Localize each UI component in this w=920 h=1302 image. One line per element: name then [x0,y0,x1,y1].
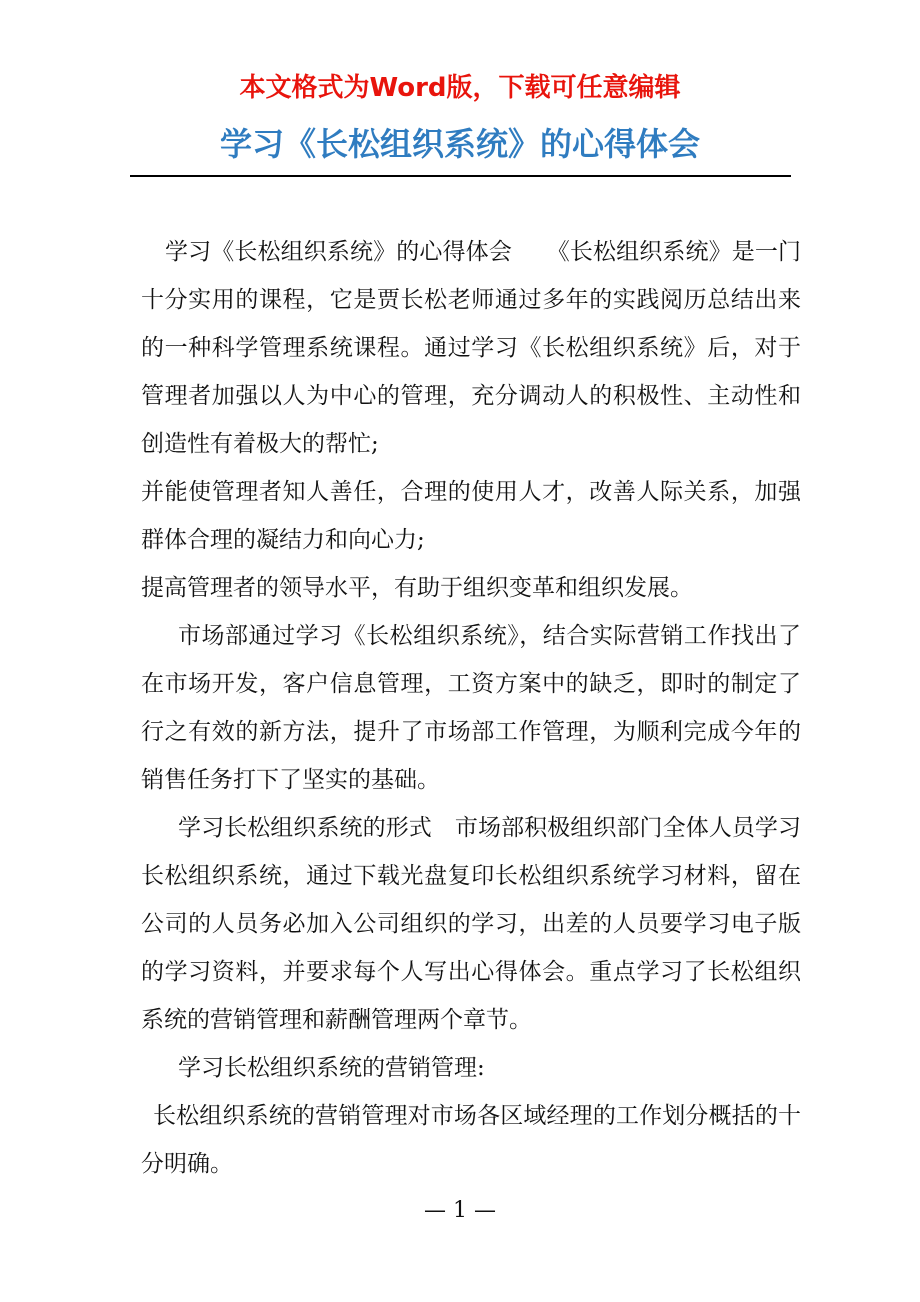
paragraph-marketing-department: 市场部通过学习《长松组织系统》，结合实际营销工作找出了在市场开发，客户信息管理，工资方案中的缺乏，即时的制定了行之有效的新方法，提升了市场部工作管理，为顺利完成今年的销售任务打下了坚实的基础。 [141,623,801,793]
section-heading-marketing-management: 学习长松组织系统的营销管理: [178,1055,485,1081]
document-title: 学习《长松组织系统》的心得体会 [219,125,700,163]
format-notice-banner: 本文格式为Word版，下载可任意编辑 [239,73,681,103]
paragraph-learning-format: 学习长松组织系统的形式 市场部积极组织部门全体人员学习长松组织系统，通过下载光盘复印长松组织系统学习材料，留在公司的人员务必加入公司组织的学习，出差的人员要学习电子版的学习资料，并要求每个人写出心得体会。重点学习了长松组织系统的营销管理和薪酬管理两个章节。 [141,815,801,1033]
paragraph-benefit-leadership: 提高管理者的领导水平，有助于组织变革和组织发展。 [141,575,693,601]
document-body [141,228,801,1188]
paragraph-benefit-talent: 并能使管理者知人善任，合理的使用人才，改善人际关系，加强群体合理的凝结力和向心力; [141,479,801,553]
title-divider [130,175,791,177]
page-number: — 1 — [424,1198,496,1223]
paragraph-marketing-management: 长松组织系统的营销管理对市场各区域经理的工作划分概括的十分明确。 [141,1103,801,1177]
paragraph-intro: 学习《长松组织系统》的心得体会 《长松组织系统》是一门十分实用的课程，它是贾长松老师通过多年的实践阅历总结出来的一种科学管理系统课程。通过学习《长松组织系统》后，对于管理者加强以人为中心的管理，充分调动人的积极性、主动性和创造性有着极大的帮忙; [141,239,801,457]
